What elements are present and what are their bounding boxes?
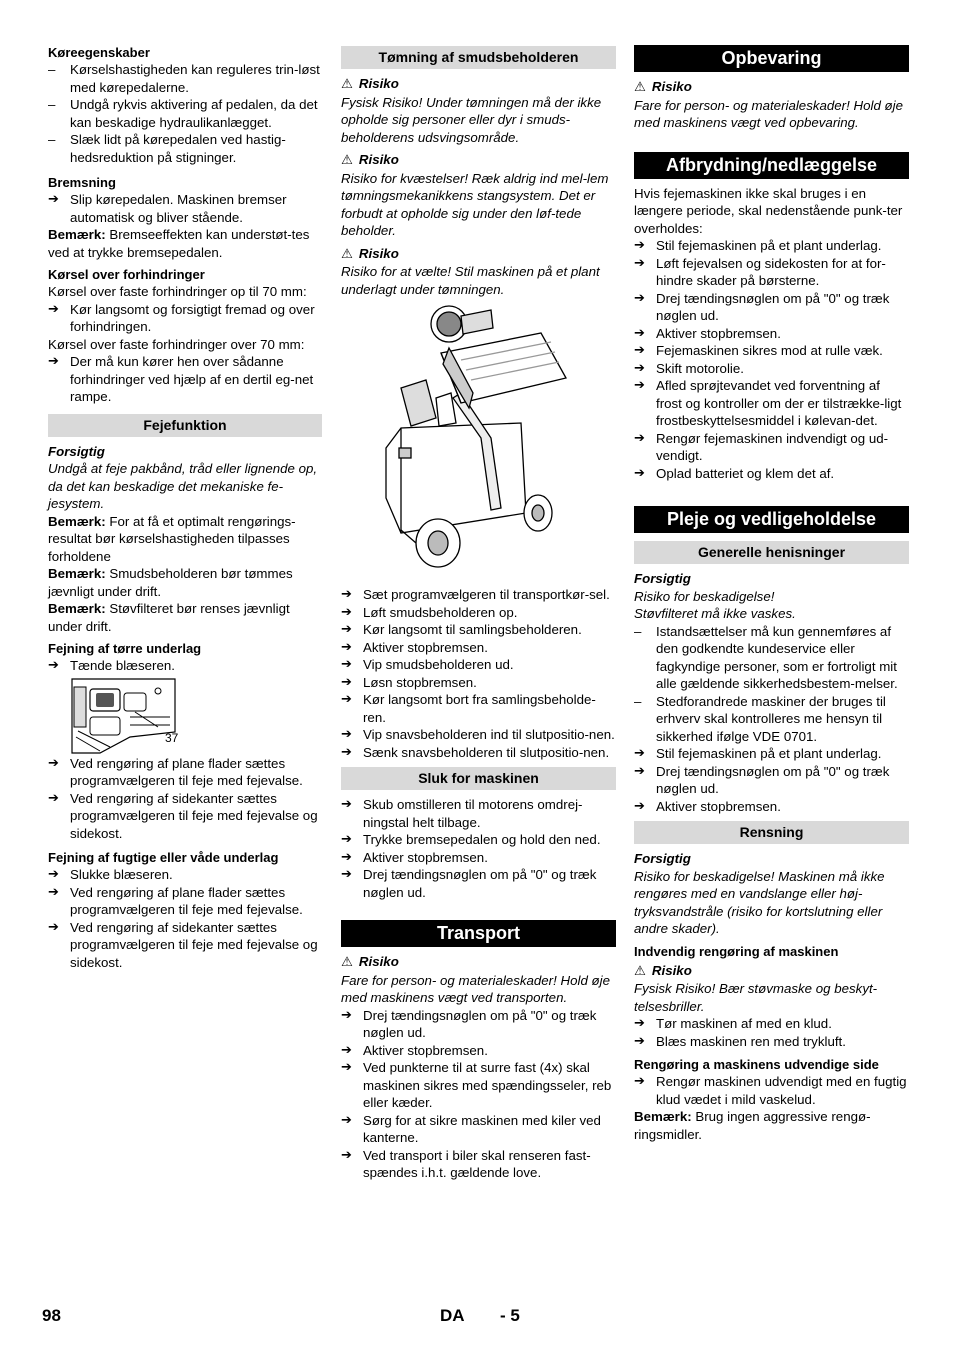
section-title-sluk: Sluk for maskinen — [341, 767, 616, 790]
note-label: Bemærk: — [48, 601, 106, 616]
section-title-toemning: Tømning af smudsbeholderen — [341, 46, 616, 69]
column-1 — [48, 44, 322, 971]
list-item: ➔ Aktiver stopbremsen. — [341, 639, 616, 657]
list-item: ➔ Aktiver stopbremsen. — [341, 1042, 616, 1060]
figure-label: 37 — [165, 730, 179, 745]
warning-icon: ⚠ — [341, 153, 353, 168]
sweeper-dump-figure — [341, 298, 616, 586]
paragraph: Hvis fejemaskinen ikke skal bruges i en længere periode, skal nedenstående punk-ter overholdes: — [634, 185, 903, 236]
risk-label-text: Risiko — [651, 79, 692, 94]
list-item: ➔ Stil fejemaskinen på et plant underlag. — [634, 745, 909, 763]
note-label: Bemærk: — [634, 1109, 692, 1124]
section-title-rensning: Rensning — [634, 821, 909, 844]
caution-text: Risiko for beskadigelse! Maskinen må ikke rengøres med en vandslange eller høj-tryksvandstråle (risiko for kortslutning eller andre skader). — [634, 868, 885, 936]
paragraph: Kørsel over faste forhindringer over 70 mm: — [48, 336, 305, 352]
list-item: ➔ Drej tændingsnøglen om på "0" og træk nøglen ud. — [634, 290, 909, 325]
list-item: ➔ Drej tændingsnøglen om på "0" og træk nøglen ud. — [341, 866, 616, 901]
risk-text: Fare for person- og materialeskader! Hold øje med maskinens vægt ved transporten. — [341, 972, 611, 1005]
list-item: – Istandsættelser må kun gennemføres af den godkendte kundeservice eller fagkyndige personer, som er fortroligt mit alle gældende sikkerhedsbestem-melser. — [634, 623, 909, 693]
list-item: ➔ Oplad batteriet og klem det af. — [634, 465, 909, 483]
section-heading: Kørsel over forhindringer — [48, 267, 205, 282]
caution-text: Undgå at feje pakbånd, tråd eller lignende op, da det kan beskadige det mekaniske fe-jesystem. — [48, 461, 318, 511]
warning-icon: ⚠ — [634, 80, 646, 95]
caution-text: Risiko for beskadigelse! — [634, 588, 775, 604]
caution-text: Støvfilteret må ikke vaskes. — [634, 606, 796, 621]
risk-text: Fysisk Risiko! Under tømningen må der ikke opholde sig personer eller dyr i smuds-beholderens udsvingsområde. — [341, 94, 602, 145]
section-heading: Rengøring a maskinens udvendige side — [634, 1057, 879, 1072]
list-item: ➔ Rengør maskinen udvendigt med en fugtig klud vædet i mild vaskelud. — [634, 1073, 909, 1108]
note-label: Bemærk: — [48, 227, 106, 242]
list-item: ➔ Rengør fejemaskinen indvendigt og ud-vendigt. — [634, 430, 909, 465]
list-item: ➔ Drej tændingsnøglen om på "0" og træk nøglen ud. — [634, 763, 909, 798]
note-text: Smudsbeholderen bør tømmes jævnligt under drift. — [48, 566, 293, 599]
list-item: ➔ Kør langsomt til samlingsbeholderen. — [341, 621, 616, 639]
list-item: ➔ Fejemaskinen sikres mod at rulle væk. — [634, 342, 909, 360]
list-item: ➔ Aktiver stopbremsen. — [634, 798, 909, 816]
section-page — [500, 1306, 520, 1326]
risk-label — [341, 953, 616, 972]
list-item: ➔ Ved rengøring af plane flader sættes programvælgeren til feje med fejevalse. — [48, 884, 322, 919]
warning-icon: ⚠ — [341, 955, 353, 970]
list-item: ➔ Ved rengøring af sidekanter sættes programvælgeren til feje med fejevalse og sidekost. — [48, 919, 322, 972]
list-item: ➔ Sænk snavsbeholderen til slutpositio-nen. — [341, 744, 616, 762]
list-item: ➔ Trykke bremsepedalen og hold den ned. — [341, 831, 616, 849]
note-text: Bremseeffekten kan understøt-tes ved at trykke bremsepedalen. — [48, 227, 310, 260]
note-label: Bemærk: — [48, 566, 106, 581]
risk-label — [341, 151, 616, 170]
list-item: ➔ Afled sprøjtevandet ved forventning af frost og kontroller om der er tilstrække-ligt frostbeskyttelsesmiddel i kølevan-det. — [634, 377, 909, 430]
list-item: ➔ Løsn stopbremsen. — [341, 674, 616, 692]
caution-label: Forsigtig — [634, 851, 691, 866]
list-item: ➔ Vip snavsbeholderen ind til slutpositio-nen. — [341, 726, 616, 744]
list-item: ➔ Ved transport i biler skal renseren fast-spændes i.h.t. gældende love. — [341, 1147, 616, 1182]
list-item: ➔ Løft fejevalsen og sidekosten for at for-hindre skader på børsterne. — [634, 255, 909, 290]
caution-label: Forsigtig — [634, 571, 691, 586]
risk-label — [634, 78, 909, 97]
note-label: Bemærk: — [48, 513, 106, 529]
section-title-pleje: Pleje og vedligeholdelse — [634, 506, 909, 533]
paragraph: Kørsel over faste forhindringer op til 70 mm: — [48, 284, 307, 299]
list-item: ➔ Aktiver stopbremsen. — [634, 325, 909, 343]
risk-label-text: Risiko — [651, 962, 692, 978]
section-heading: Køreegenskaber — [48, 45, 150, 60]
note-text: Brug ingen aggressive rengø-ringsmidler. — [634, 1109, 871, 1142]
note — [48, 600, 322, 635]
list-item: – Slæk lidt på kørepedalen ved hastig-hedsreduktion på stigninger. — [48, 131, 322, 166]
page-number: 98 — [42, 1306, 61, 1325]
list-item: ➔ Løft smudsbeholderen op. — [341, 604, 616, 622]
list-item: ➔ Ved rengøring af plane flader sættes programvælgeren til feje med fejevalse. — [48, 755, 322, 790]
list-item: – Undgå rykvis aktivering af pedalen, da det kan beskadige hydraulikanlægget. — [48, 96, 322, 131]
note — [48, 226, 322, 261]
list-item: – Kørselshastigheden kan reguleres trin-løst med kørepedalerne. — [48, 61, 322, 96]
list-item: ➔ Slip kørepedalen. Maskinen bremser automatisk og bliver stående. — [48, 191, 322, 226]
risk-label — [341, 245, 616, 264]
section-title-fejefunktion: Fejefunktion — [48, 414, 322, 437]
section-heading: Indvendig rengøring af maskinen — [634, 943, 839, 959]
section-heading: Fejning af fugtige eller våde underlag — [48, 850, 279, 865]
list-item: ➔ Tænde blæseren. — [48, 657, 322, 675]
caution-label: Forsigtig — [48, 443, 105, 459]
risk-label-text: Risiko — [358, 245, 399, 261]
section-heading: Fejning af tørre underlag — [48, 641, 202, 656]
list-item: ➔ Kør langsomt og forsigtigt fremad og over forhindringen. — [48, 301, 322, 336]
list-item: ➔ Ved punkterne til at surre fast (4x) skal maskinen sikres med spændingsseler, reb eller kæder. — [341, 1059, 616, 1112]
section-page-text: - 5 — [500, 1306, 520, 1325]
list-item: ➔ Ved rengøring af sidekanter sættes programvælgeren til feje med fejevalse og sidekost. — [48, 790, 322, 843]
note-text: For at få et optimalt rengørings-resultat bør kørselshastigheden tilpasses forholdene — [48, 513, 296, 564]
warning-icon: ⚠ — [341, 77, 353, 92]
risk-label-text: Risiko — [358, 152, 399, 167]
note-text: Støvfilteret bør renses jævnligt under drift. — [48, 601, 290, 634]
list-item: ➔ Der må kun kører hen over sådanne forhindringer ved hjælp af en dertil eg-net rampe. — [48, 353, 322, 406]
list-item: – Stedforandrede maskiner der bruges til erhverv skal kontrolleres me hensyn til sikkerhed ifølge VDE 0701. — [634, 693, 909, 746]
list-item: ➔ Sæt programvælgeren til transportkør-sel. — [341, 586, 616, 604]
list-item: ➔ Stil fejemaskinen på et plant underlag. — [634, 237, 909, 255]
list-item: ➔ Kør langsomt bort fra samlingsbeholde-ren. — [341, 691, 616, 726]
section-title-transport: Transport — [341, 920, 616, 947]
section-title-generelle: Generelle henisninger — [634, 541, 909, 564]
risk-label — [634, 962, 909, 981]
warning-icon: ⚠ — [634, 963, 646, 979]
list-item: ➔ Skift motorolie. — [634, 360, 909, 378]
risk-label-text: Risiko — [358, 76, 399, 91]
list-item: ➔ Vip smudsbeholderen ud. — [341, 656, 616, 674]
risk-text: Risiko for kvæstelser! Ræk aldrig ind mel-lem tømningsmekanikkens stangsystem. Det er forbudt at opholde sig under den løf-tede beholder. — [341, 170, 609, 238]
section-title-opbevaring: Opbevaring — [634, 45, 909, 72]
sweeper-dumping-illustration — [341, 298, 616, 586]
list-item: ➔ Aktiver stopbremsen. — [341, 849, 616, 867]
note — [634, 1108, 909, 1143]
list-item: ➔ Drej tændingsnøglen om på "0" og træk nøglen ud. — [341, 1007, 616, 1042]
risk-text: Fysisk Risiko! Bær støvmaske og beskyt-telsesbriller. — [634, 981, 878, 1014]
column-2 — [341, 44, 616, 1182]
language-code: DA — [440, 1306, 465, 1325]
risk-text: Fare for person- og materialeskader! Hold øje med maskinens vægt ved opbevaring. — [634, 97, 904, 130]
list-item: ➔ Skub omstilleren til motorens omdrej-ningstal helt tilbage. — [341, 796, 616, 831]
list-item: ➔ Slukke blæseren. — [48, 866, 322, 884]
risk-label-text: Risiko — [358, 954, 399, 969]
control-panel-illustration — [70, 677, 210, 755]
note — [48, 565, 322, 600]
control-panel-figure — [70, 677, 322, 755]
list-item: ➔ Blæs maskinen ren med trykluft. — [634, 1033, 909, 1051]
risk-text: Risiko for at vælte! Stil maskinen på et plant underlagt under tømningen. — [341, 264, 600, 297]
risk-label — [341, 75, 616, 94]
column-3 — [634, 44, 909, 1143]
list-item: ➔ Tør maskinen af med en klud. — [634, 1015, 909, 1033]
section-title-afbrydning: Afbrydning/nedlæggelse — [634, 152, 909, 179]
note — [48, 513, 322, 566]
list-item: ➔ Sørg for at sikre maskinen med kiler ved kanterne. — [341, 1112, 616, 1147]
section-heading: Bremsning — [48, 175, 116, 190]
warning-icon: ⚠ — [341, 246, 353, 262]
